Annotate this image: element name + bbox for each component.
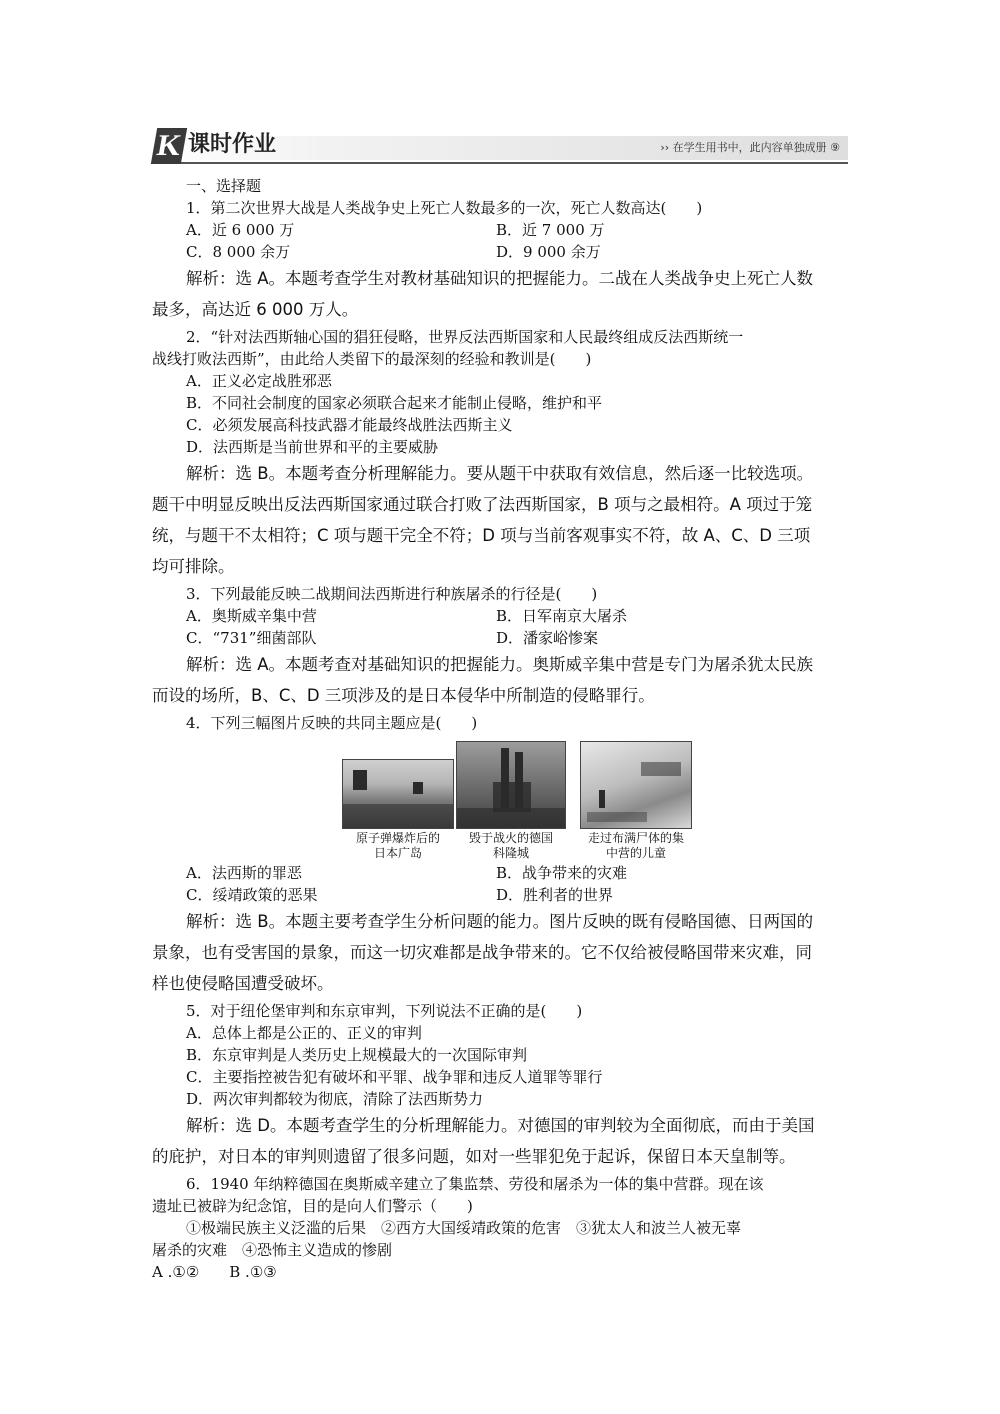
q3-analysis-line: 而设的场所，B、C、D 三项涉及的是日本侵华中所制造的侵略罪行。 — [152, 686, 655, 705]
q5-analysis-line: 解析：选 D。本题考查学生的分析理解能力。对德国的审判较为全面彻底，而由于美国 — [186, 1116, 815, 1135]
q3-analysis-line: 解析：选 A。本题考查对基础知识的把握能力。奥斯威辛集中营是专门为屠杀犹太民族 — [186, 655, 814, 674]
q4-analysis-line: 样也使侵略国遭受破坏。 — [152, 974, 334, 993]
q5-option-a: A．总体上都是公正的、正义的审判 — [186, 1024, 422, 1042]
q3-option-c: C．“731”细菌部队 — [186, 629, 317, 647]
picture-caption — [456, 831, 566, 861]
q5-option-c: C．主要指控被告犯有破坏和平罪、战争罪和违反人道罪等罪行 — [186, 1068, 603, 1086]
caption-line: 走过布满尸体的集 — [587, 831, 684, 845]
picture-camp-children — [580, 737, 692, 861]
q1-option-a: A．近 6 000 万 — [186, 221, 295, 239]
ground-shape — [641, 762, 681, 776]
camp-photo — [580, 741, 692, 829]
q1-stem: 1．第二次世界大战是人类战争史上死亡人数最多的一次，死亡人数高达( ) — [186, 199, 703, 217]
hiroshima-photo — [342, 759, 454, 829]
caption-line: 原子弹爆炸后的 — [355, 831, 440, 845]
caption-line: 毁于战火的德国 — [468, 831, 553, 845]
q1-options-row1 — [152, 219, 848, 241]
q6-stem-line: 遗址已被辟为纪念馆，目的是向人们警示（ ) — [152, 1197, 473, 1215]
q2-stem-line: 2．“针对法西斯轴心国的猖狂侵略，世界反法西斯国家和人民最终组成反法西斯统一 — [186, 328, 744, 346]
q2-option-d: D．法西斯是当前世界和平的主要威胁 — [186, 438, 439, 456]
cologne-photo — [456, 741, 566, 829]
q4-stem: 4．下列三幅图片反映的共同主题应是( ) — [186, 714, 478, 732]
q4-analysis-line: 解析：选 B。本题主要考查学生分析问题的能力。图片反映的既有侵略国德、日两国的 — [186, 912, 814, 931]
q2-analysis-line: 统，与题干不太相符；C 项与题干完全不符；D 项与当前客观事实不符，故 A、C、D 三项 — [152, 526, 811, 545]
ruin-shape — [353, 770, 367, 790]
q3-option-b: B．日军南京大屠杀 — [496, 607, 628, 625]
q3-stem: 3．下列最能反映二战期间法西斯进行种族屠杀的行径是( ) — [186, 585, 598, 603]
q2-analysis-line: 均可排除。 — [152, 557, 235, 576]
picture-hiroshima — [342, 737, 454, 861]
section-title: 一、选择题 — [186, 177, 262, 195]
q2-analysis-line: 解析：选 B。本题考查分析理解能力。要从题干中获取有效信息，然后逐一比较选项。 — [186, 464, 814, 483]
q5-analysis-line: 的庇护，对日本的审判则遗留了很多问题，如对一些罪犯免于起诉，保留日本天皇制等。 — [152, 1147, 796, 1166]
q4-option-a: A．法西斯的罪恶 — [186, 864, 302, 882]
picture-cologne — [456, 737, 566, 861]
header-rule — [152, 162, 848, 164]
q5-option-b: B．东京审判是人类历史上规模最大的一次国际审判 — [186, 1046, 528, 1064]
picture-caption — [580, 831, 692, 861]
q4-pictures — [152, 734, 848, 862]
q3-option-a: A．奥斯威辛集中营 — [186, 607, 317, 625]
q4-option-c: C．绥靖政策的恶果 — [186, 886, 318, 904]
ruin-shape — [413, 782, 423, 794]
header-title: 课时作业 — [188, 132, 277, 157]
q2-stem-line: 战线打败法西斯”，由此给人类留下的最深刻的经验和教训是( ) — [152, 350, 592, 368]
q6-items-line: 屠杀的灾难 ④恐怖主义造成的惨剧 — [152, 1241, 393, 1259]
q2-option-a: A．正义必定战胜邪恶 — [186, 372, 332, 390]
q4-option-d: D．胜利者的世界 — [496, 886, 614, 904]
q5-option-d: D．两次审判都较为彻底，清除了法西斯势力 — [186, 1090, 484, 1108]
child-figure — [599, 790, 605, 808]
q3-options-row2 — [152, 627, 848, 649]
q4-options-row1 — [152, 862, 848, 884]
q3-option-d: D．潘家峪惨案 — [496, 629, 599, 647]
caption-line: 日本广岛 — [373, 846, 422, 860]
q6-items-line: ①极端民族主义泛滥的后果 ②西方大国绥靖政策的危害 ③犹太人和波兰人被无辜 — [186, 1219, 742, 1237]
q1-analysis-line: 最多，高达近 6 000 万人。 — [152, 300, 359, 319]
q1-option-b: B．近 7 000 万 — [496, 221, 605, 239]
q2-analysis-line: 题干中明显反映出反法西斯国家通过联合打败了法西斯国家，B 项与之最相符。A 项过于笼 — [152, 495, 813, 514]
rubble-shape — [343, 804, 454, 828]
caption-line: 科隆城 — [492, 846, 529, 860]
header-note: ›› 在学生用书中，此内容单独成册 ⑨ — [660, 141, 840, 154]
page-header — [152, 124, 848, 168]
q4-analysis-line: 景象，也有受害国的景象，而这一切灾难都是战争带来的。它不仅给被侵略国带来灾难，同 — [152, 943, 812, 962]
q3-options-row1 — [152, 605, 848, 627]
ground-shape — [587, 812, 647, 822]
q6-options: A .①② B .①③ — [152, 1263, 277, 1281]
caption-line: 中营的儿童 — [605, 846, 666, 860]
q1-option-d: D．9 000 余万 — [496, 243, 601, 261]
q2-option-b: B．不同社会制度的国家必须联合起来才能制止侵略，维护和平 — [186, 394, 603, 412]
k-logo-icon: K — [151, 128, 187, 164]
q4-option-b: B．战争带来的灾难 — [496, 864, 628, 882]
rubble-shape — [457, 808, 566, 828]
picture-caption — [342, 831, 454, 861]
worksheet-body — [152, 175, 848, 1283]
q2-option-c: C．必须发展高科技武器才能最终战胜法西斯主义 — [186, 416, 513, 434]
q6-stem-line: 6．1940 年纳粹德国在奥斯威辛建立了集监禁、劳役和屠杀为一体的集中营群。现在该 — [186, 1175, 764, 1193]
q4-options-row2 — [152, 884, 848, 906]
q1-option-c: C．8 000 余万 — [186, 243, 291, 261]
q5-stem: 5．对于纽伦堡审判和东京审判，下列说法不正确的是( ) — [186, 1002, 583, 1020]
q1-analysis-line: 解析：选 A。本题考查学生对教材基础知识的把握能力。二战在人类战争史上死亡人数 — [186, 269, 814, 288]
q1-options-row2 — [152, 241, 848, 263]
